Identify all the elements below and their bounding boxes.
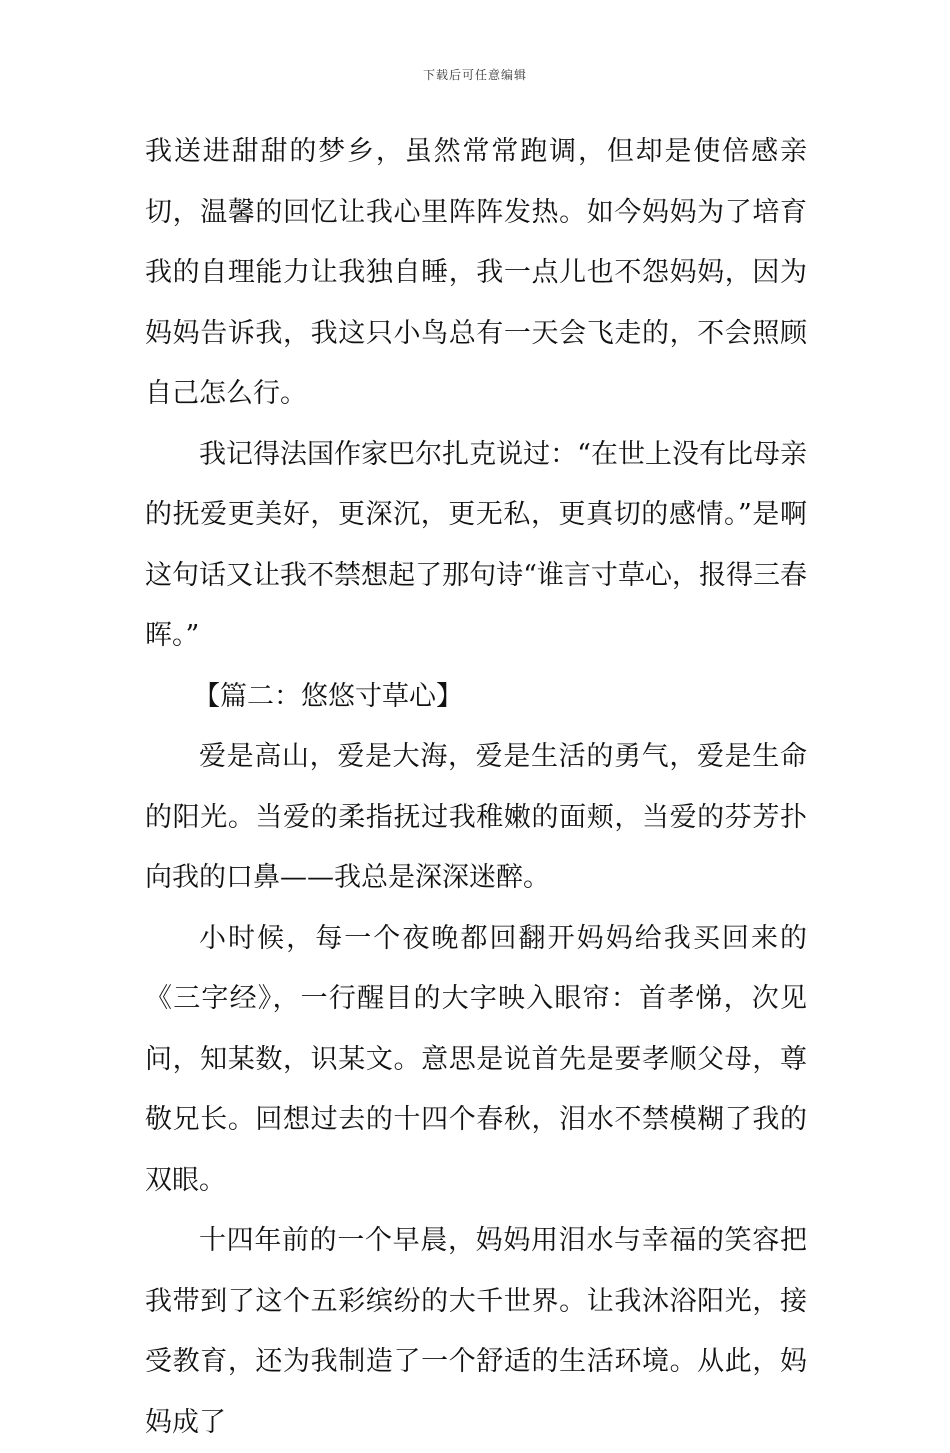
section-heading: 【篇二：悠悠寸草心】 [193,680,463,712]
header-note: 下载后可任意编辑 [422,68,527,82]
paragraph-balzac-quote: 我记得法国作家巴尔扎克说过：“在世上没有比母亲的抚爱更美好，更深沉，更无私，更真切的感情。”是啊这句话又让我不禁想起了那句诗“谁言寸草心，报得三春晖。” [145,438,807,651]
paragraph-childhood: 小时候，每一个夜晚都回翻开妈妈给我买回来的《三字经》，一行醒目的大字映入眼帘：首孝悌，次见问，知某数，识某文。意思是说首先是要孝顺父母，尊敬兄长。回想过去的十四个春秋，泪水不禁模糊了我的双眼。 [145,922,807,1196]
paragraph-birth: 十四年前的一个早晨，妈妈用泪水与幸福的笑容把我带到了这个五彩缤纷的大千世界。让我沐浴阳光，接受教育，还为我制造了一个舒适的生活环境。从此，妈妈成了 [145,1225,807,1438]
body-text [145,122,807,1453]
paragraph-love: 爱是高山，爱是大海，爱是生活的勇气，爱是生命的阳光。当爱的柔指抚过我稚嫩的面颊，当爱的芬芳扑向我的口鼻——我总是深深迷醉。 [145,741,807,893]
paragraph-continuation: 我送进甜甜的梦乡，虽然常常跑调，但却是使倍感亲切，温馨的回忆让我心里阵阵发热。如今妈妈为了培育我的自理能力让我独自睡，我一点儿也不怨妈妈，因为妈妈告诉我，我这只小鸟总有一天会飞走的，不会照顾自己怎么行。 [145,136,807,409]
